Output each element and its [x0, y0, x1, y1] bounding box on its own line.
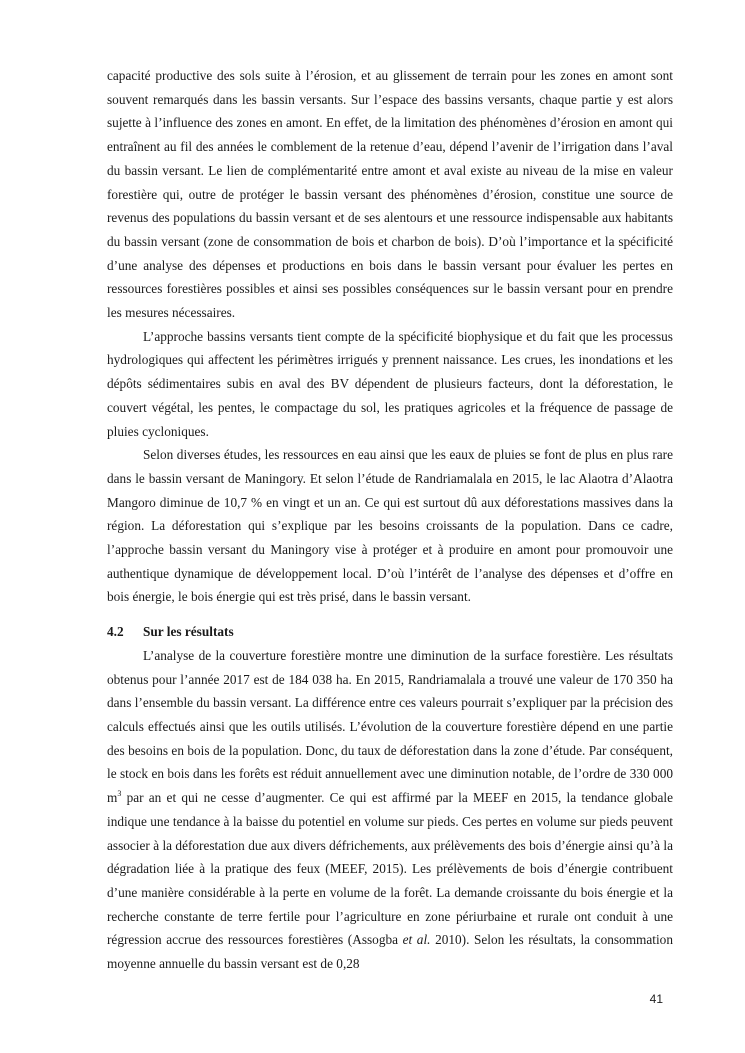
cubic-superscript: 3 [117, 789, 122, 799]
paragraph-4-part-a: L’analyse de la couverture forestière montre une diminution de la surface forestière. Les résultats obtenus pour l’année 2017 est de 184 038 ha. En 2015, Randriamalala a trouvé une valeur de 170 350 ha dans l’ensemble du bassin versant. La différence entre ces valeurs pourrait s’expliquer par la précision des calculs effectués ainsi que les outils utilisés. L’évolution de la couverture forestière dépend en une partie des besoins en bois de la population. Donc, du taux de déforestation dans la zone d’étude. Par conséquent, le stock en bois dans les forêts est réduit annuellement avec une diminution notable, de l’ordre de 330 000 m [107, 647, 673, 806]
paragraph-4-part-b: par an et qui ne cesse d’augmenter. Ce qui est affirmé par la MEEF en 2015, la tendance globale indique une tendance à la baisse du potentiel en volume sur pieds. Ces pertes en volume sur pieds peuvent associer à la déforestation due aux divers défrichements, aux prélèvements des bois d’énergie ainsi qu’à la dégradation liée à la pratique des feux (MEEF, 2015). Les prélèvements de bois d’énergie contribuent d’une manière considérable à la perte en volume de la forêt. La demande croissante du bois énergie et la recherche constante de terre fertile pour l’agriculture en zone périurbaine et rurale ont conduit à une régression accrue des ressources forestières (Assogba [107, 790, 673, 948]
paragraph-4 [107, 644, 673, 976]
citation-et-al: et al. [402, 932, 431, 948]
body-text [107, 64, 673, 976]
section-heading [107, 620, 673, 644]
paragraph-2: L’approche bassins versants tient compte de la spécificité biophysique et du fait que les processus hydrologiques qui affectent les périmètres irrigués y prennent naissance. Les crues, les inondations et les dépôts sédimentaires subis en aval des BV dépendent de plusieurs facteurs, dont la déforestation, le couvert végétal, les pentes, le compactage du sol, les pratiques agricoles et la fréquence de passage de pluies cycloniques. [107, 328, 673, 439]
page-number: 41 [649, 992, 663, 1006]
section-title: Sur les résultats [143, 624, 234, 640]
section-number: 4.2 [107, 624, 124, 640]
paragraph-1: capacité productive des sols suite à l’érosion, et au glissement de terrain pour les zones en amont sont souvent remarqués dans les bassin versants. Sur l’espace des bassins versants, chaque partie y est alors sujette à l’influence des zones en amont. En effet, de la limitation des phénomènes d’érosion en amont qui entraînent au fil des années le comblement de la retenue d’eau, dépend l’avenir de l’irrigation dans l’aval du bassin versant. Le lien de complémentarité entre amont et aval existe au niveau de la mise en valeur forestière qui, outre de protéger le bassin versant des phénomènes d’érosion, constitue une source de revenus des populations du bassin versant et de ses alentours et une ressource indispensable aux habitants du bassin versant (zone de consommation de bois et charbon de bois). D’où l’importance et la spécificité d’une analyse des dépenses et productions en bois dans le bassin versant pour évaluer les pertes en ressources forestières possibles et ainsi ses possibles conséquences sur le bassin versant pour en prendre les mesures nécessaires. [107, 68, 673, 321]
paragraph-4-part-c: 2010). Selon les résultats, la consommation moyenne annuelle du bassin versant est de 0,28 [107, 932, 673, 972]
paragraph-3: Selon diverses études, les ressources en eau ainsi que les eaux de pluies se font de plus en plus rare dans le bassin versant de Maningory. Et selon l’étude de Randriamalala en 2015, le lac Alaotra d’Alaotra Mangoro diminue de 10,7 % en vingt et un an. Ce qui est surtout dû aux déforestations massives dans la région. La déforestation qui s’explique par les besoins croissants de la population. Dans ce cadre, l’approche bassin versant du Maningory vise à protéger et à produire en amont pour promouvoir une authentique dynamique de développement local. D’où l’intérêt de l’analyse des dépenses et d’offre en bois énergie, le bois énergie qui est très prisé, dans le bassin versant. [107, 447, 673, 605]
